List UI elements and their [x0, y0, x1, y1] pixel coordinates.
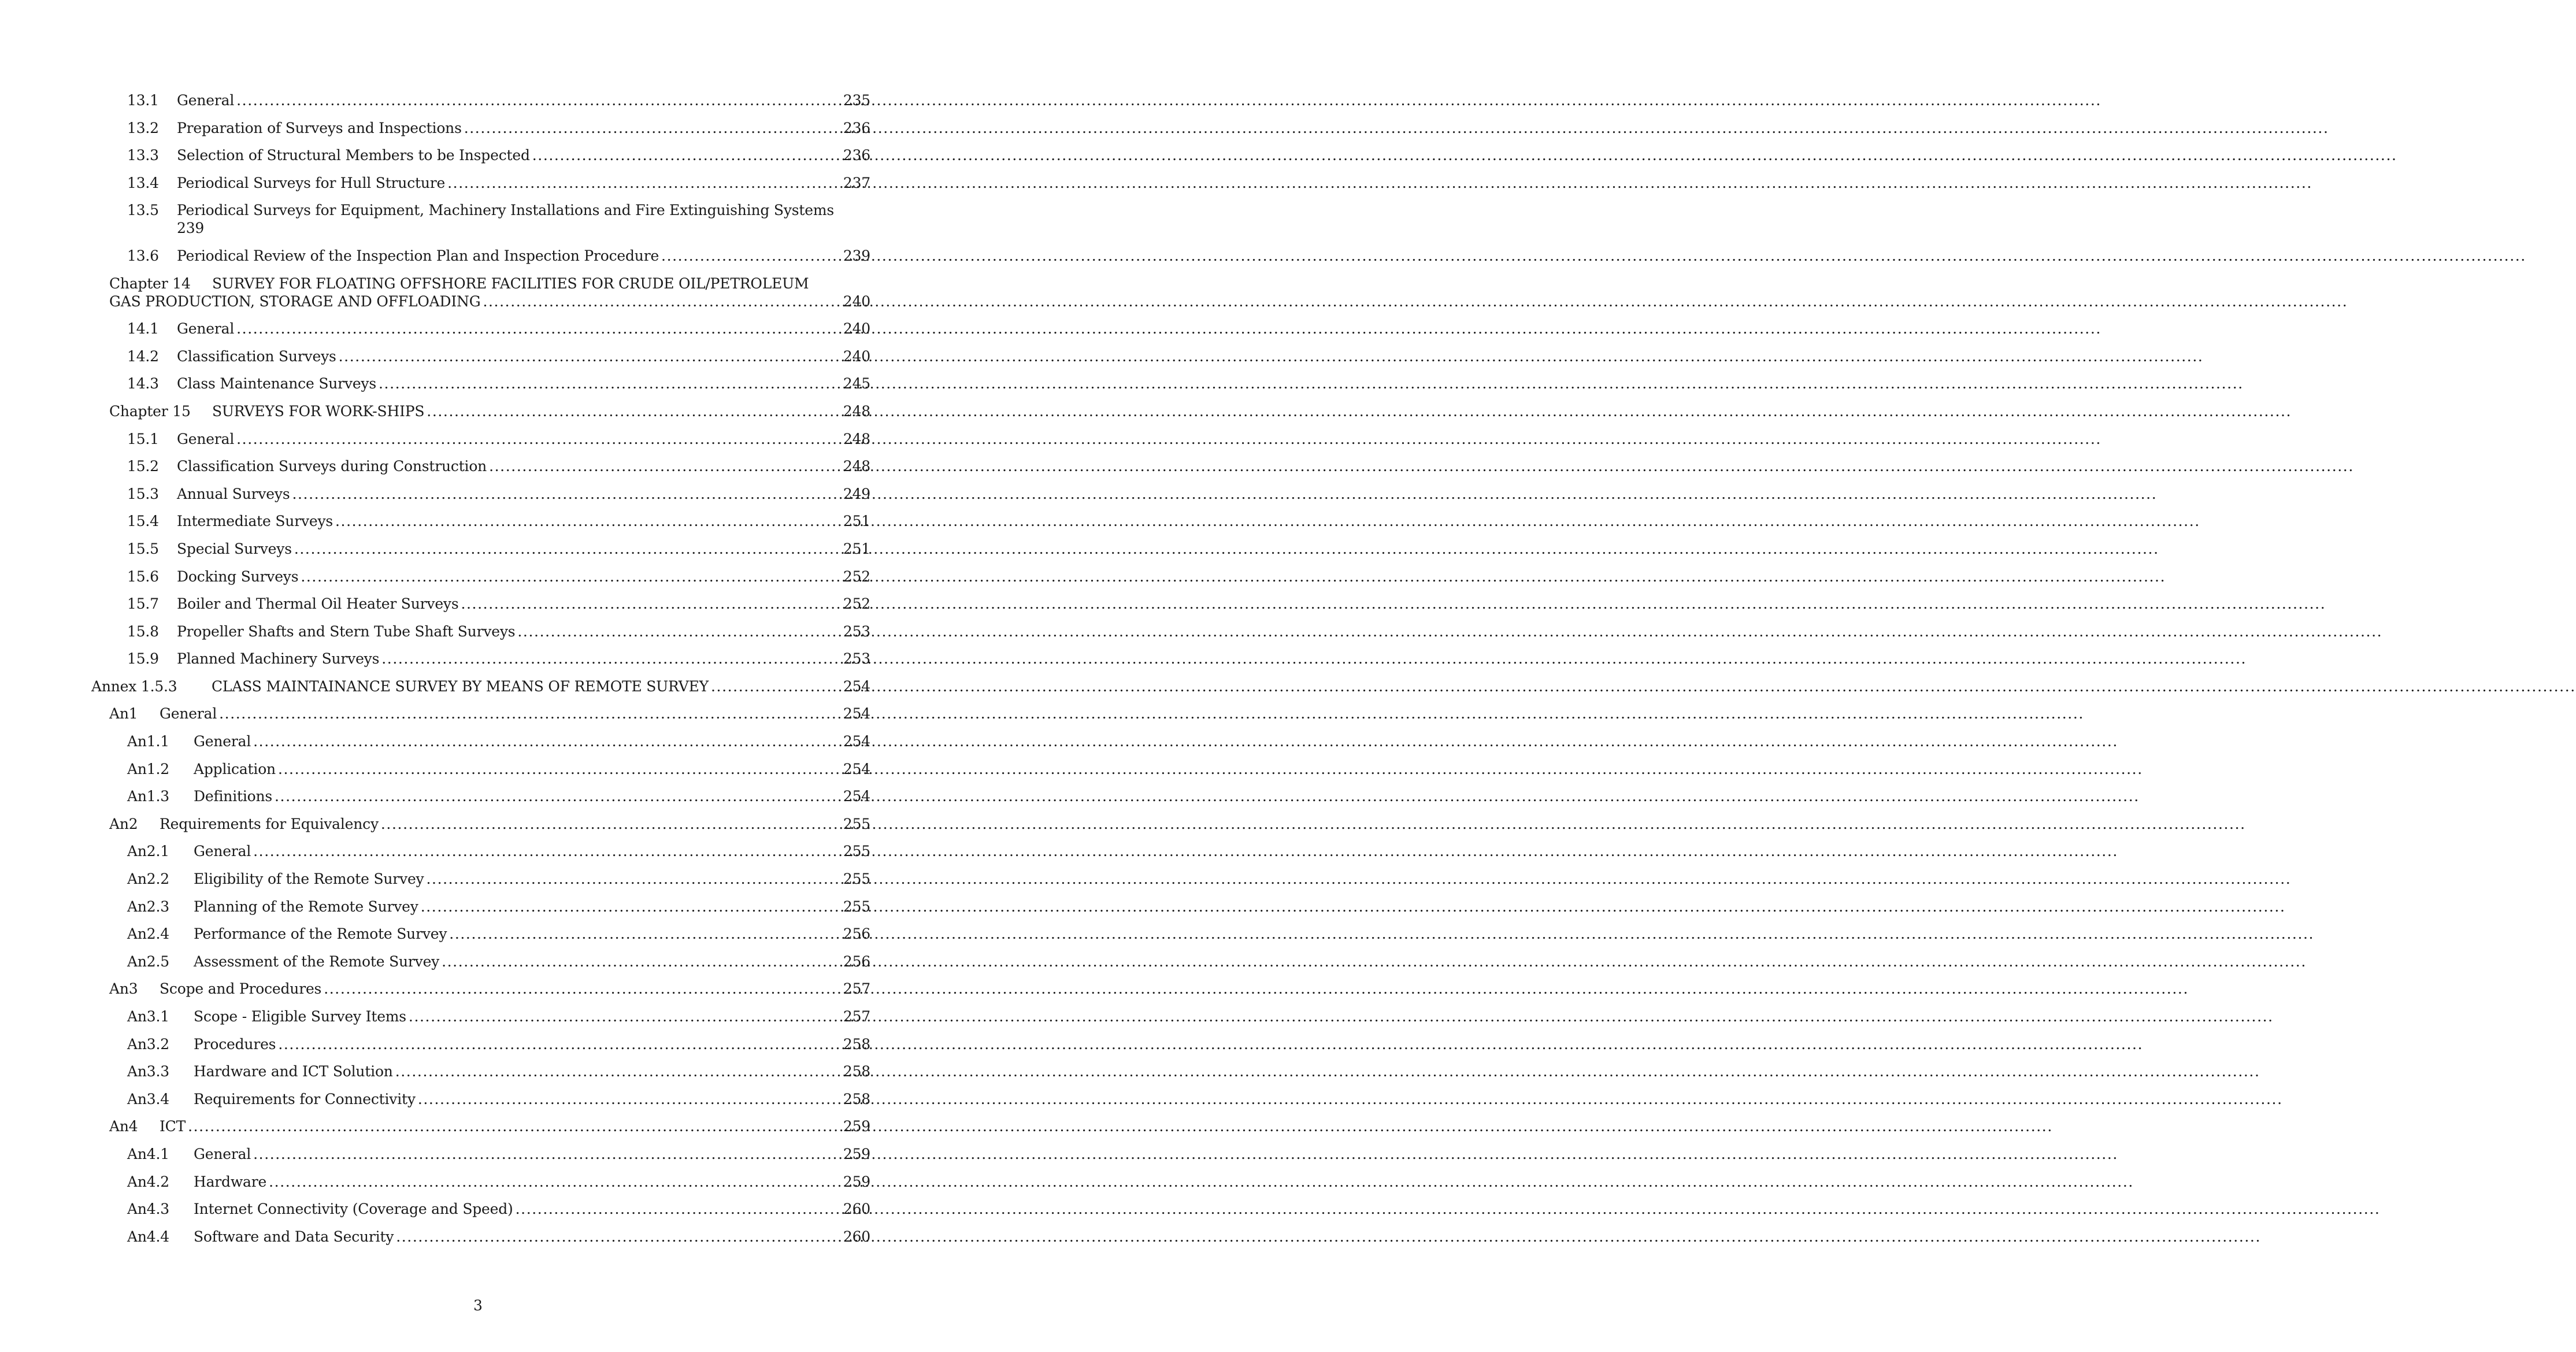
page-number: 3	[473, 1297, 483, 1314]
toc-chapter-entry[interactable]	[0, 402, 956, 420]
toc-entry-page: 256	[843, 925, 870, 943]
dot-leader	[517, 623, 840, 640]
toc-entry[interactable]	[0, 146, 956, 164]
toc-entry[interactable]	[0, 1200, 956, 1218]
dot-leader	[294, 540, 841, 558]
toc-entry-page: 240	[843, 320, 870, 338]
toc-entry-page: 253	[843, 650, 870, 668]
toc-entry-title: Performance of the Remote Survey	[194, 925, 447, 943]
toc-entry[interactable]	[0, 1090, 956, 1108]
toc-entry[interactable]	[0, 201, 956, 237]
toc-entry-page: 245	[843, 375, 870, 392]
toc-entry-title: Planning of the Remote Survey	[194, 898, 418, 915]
toc-entry-number: 14.1	[127, 320, 159, 338]
toc-entry[interactable]	[0, 842, 956, 860]
toc-entry-page: 254	[843, 705, 870, 723]
toc-entry-number: 15.4	[127, 513, 159, 530]
toc-entry[interactable]	[0, 1145, 956, 1163]
toc-entry-title: Docking Surveys	[177, 568, 299, 585]
toc-entry-title: Classification Surveys during Construction	[177, 458, 487, 475]
dot-leader	[236, 91, 841, 109]
toc-entry-page: 259	[843, 1118, 870, 1135]
dot-leader	[269, 1173, 841, 1191]
toc-chapter-entry[interactable]	[0, 275, 956, 310]
toc-entry-title: General	[194, 843, 251, 860]
toc-entry[interactable]	[0, 512, 956, 530]
toc-entry-number: An2	[109, 815, 138, 832]
toc-entry-title: General	[194, 1145, 251, 1162]
toc-entry-number: An4.2	[127, 1173, 169, 1190]
toc-entry-page: 248	[843, 430, 870, 447]
dot-leader	[461, 595, 840, 613]
toc-entry-page: 251	[843, 540, 870, 557]
toc-entry-page: 257	[843, 1008, 870, 1025]
toc-entry-page: 258	[843, 1063, 870, 1080]
toc-entry-page: 248	[843, 402, 870, 420]
dot-leader	[516, 1200, 841, 1218]
toc-section-entry[interactable]	[0, 705, 956, 723]
dot-leader	[275, 787, 841, 805]
toc-entry-title: Hardware and ICT Solution	[194, 1063, 393, 1080]
toc-entry-number: 15.2	[127, 458, 159, 475]
toc-entry[interactable]	[0, 732, 956, 750]
toc-entry-page: 235	[843, 92, 870, 109]
toc-entry[interactable]	[0, 925, 956, 943]
dot-leader	[418, 1090, 841, 1108]
toc-entry-page: 255	[843, 898, 870, 915]
toc-entry-title: Eligibility of the Remote Survey	[194, 871, 424, 888]
toc-entry[interactable]	[0, 1035, 956, 1053]
dot-leader	[421, 898, 841, 916]
toc-entry-number: An1.3	[127, 788, 169, 805]
toc-entry-page: 259	[843, 1145, 870, 1162]
toc-entry-page: 254	[843, 788, 870, 805]
toc-entry-page: 258	[843, 1035, 870, 1053]
toc-entry-title: ICT	[160, 1118, 186, 1135]
toc-entry-number: An1	[109, 705, 138, 723]
toc-entry[interactable]	[0, 650, 956, 668]
toc-entry-number: An4.1	[127, 1145, 169, 1162]
toc-entry-number: An1.2	[127, 760, 169, 777]
toc-entry[interactable]	[0, 1173, 956, 1191]
toc-entry-page: 260	[843, 1201, 870, 1218]
dot-leader	[464, 119, 841, 137]
toc-entry-page: 254	[843, 760, 870, 777]
dot-leader	[426, 870, 840, 888]
toc-entry-title: Special Surveys	[177, 540, 292, 557]
toc-entry-number: 15.5	[127, 540, 159, 557]
toc-entry-title: Hardware	[194, 1173, 267, 1190]
toc-entry[interactable]	[0, 91, 956, 109]
toc-entry-number: 15.1	[127, 430, 159, 447]
toc-entry[interactable]	[0, 247, 956, 265]
dot-leader	[449, 925, 841, 943]
toc-entry-page: 249	[843, 485, 870, 502]
toc-entry[interactable]	[0, 485, 956, 503]
toc-entry-number: Chapter 14	[109, 275, 191, 292]
toc-entry-page: 240	[843, 292, 870, 310]
toc-entry-title: Preparation of Surveys and Inspections	[177, 119, 462, 136]
toc-entry-page: 254	[843, 677, 870, 695]
toc-entry-page: 255	[843, 871, 870, 888]
toc-entry[interactable]	[0, 787, 956, 805]
toc-entry-number: 13.3	[127, 147, 159, 164]
toc-entry-number: 15.8	[127, 623, 159, 640]
toc-entry[interactable]	[0, 595, 956, 613]
toc-entry-page: 251	[843, 513, 870, 530]
dot-leader	[447, 174, 841, 192]
toc-entry[interactable]	[0, 430, 956, 448]
toc-entry-title: Requirements for Equivalency	[160, 815, 379, 832]
toc-entry-title: Periodical Surveys for Equipment, Machinery Installations and Fire Extinguishing Systems	[177, 202, 834, 219]
toc-entry-page: 248	[843, 458, 870, 475]
toc-entry-title-line2: GAS PRODUCTION, STORAGE AND OFFLOADING	[109, 292, 481, 310]
toc-entry[interactable]	[0, 870, 956, 888]
dot-leader	[409, 1007, 841, 1025]
toc-entry-title: Scope - Eligible Survey Items	[194, 1008, 406, 1025]
dot-leader	[278, 760, 841, 778]
toc-entry-page: 253	[843, 623, 870, 640]
toc-entry-number: An3.3	[127, 1063, 169, 1080]
dot-leader	[483, 292, 840, 310]
toc-entry-number: An2.4	[127, 925, 169, 943]
toc-entry-page: 255	[843, 843, 870, 860]
toc-entry-page: 255	[843, 815, 870, 832]
toc-entry[interactable]	[0, 568, 956, 586]
toc-entry-title: Internet Connectivity (Coverage and Speed)	[194, 1201, 513, 1218]
toc-entry-title: General	[177, 92, 235, 109]
toc-entry-number: 14.2	[127, 347, 159, 365]
toc-entry-page: 237	[843, 174, 870, 191]
toc-entry-number: 13.5	[127, 202, 159, 219]
toc-entry-number: 13.6	[127, 247, 159, 264]
toc-entry-title: Requirements for Connectivity	[194, 1090, 416, 1107]
toc-entry-number: An2.5	[127, 953, 169, 970]
dot-leader	[489, 457, 841, 475]
toc-entry-title: Scope and Procedures	[160, 980, 322, 998]
toc-entry-title: Propeller Shafts and Stern Tube Shaft Surveys	[177, 623, 516, 640]
toc-entry-number: An3.4	[127, 1090, 169, 1107]
dot-leader	[253, 1145, 841, 1163]
toc-entry-title: Periodical Review of the Inspection Plan and Inspection Procedure	[177, 247, 659, 264]
toc-entry-title: Intermediate Surveys	[177, 513, 333, 530]
toc-entry-page: 259	[843, 1173, 870, 1190]
toc-entry-title: Selection of Structural Members to be Inspected	[177, 147, 530, 164]
dot-leader	[379, 375, 841, 392]
toc-entry-page: 256	[843, 953, 870, 970]
toc-entry-number: An4	[109, 1118, 138, 1135]
toc-entry-title: Boiler and Thermal Oil Heater Surveys	[177, 595, 459, 613]
toc-entry-page: 260	[843, 1228, 870, 1245]
toc-entry[interactable]	[0, 953, 956, 971]
toc-entry-page: 254	[843, 733, 870, 750]
toc-entry-title: General	[160, 705, 217, 723]
toc-entry-number: An4.3	[127, 1201, 169, 1218]
toc-entry-page: 239	[177, 220, 205, 237]
toc-entry-number: 15.3	[127, 485, 159, 502]
toc-entry-title: Assessment of the Remote Survey	[194, 953, 440, 970]
dot-leader	[442, 953, 841, 971]
toc-entry-page: 257	[843, 980, 870, 998]
toc-entry-number: 13.4	[127, 174, 159, 191]
dot-leader	[236, 430, 841, 448]
toc-entry-title: General	[177, 320, 235, 338]
toc-entry-title: Classification Surveys	[177, 347, 336, 365]
toc-entry-title: CLASS MAINTAINANCE SURVEY BY MEANS OF REMOTE SURVEY	[212, 677, 709, 695]
toc-entry-title: Application	[194, 760, 276, 777]
toc-entry-number: 13.2	[127, 119, 159, 136]
toc-entry-title: Periodical Surveys for Hull Structure	[177, 174, 446, 191]
toc-entry-page: 252	[843, 568, 870, 585]
table-of-contents	[0, 91, 956, 1255]
toc-entry[interactable]	[0, 174, 956, 192]
toc-entry[interactable]	[0, 540, 956, 558]
toc-entry-number: 15.7	[127, 595, 159, 613]
toc-entry[interactable]	[0, 375, 956, 392]
toc-entry-page: 239	[843, 247, 870, 264]
dot-leader	[711, 677, 841, 695]
dot-leader	[532, 146, 841, 164]
dot-leader	[253, 842, 841, 860]
toc-entry[interactable]	[0, 623, 956, 640]
toc-entry-title: Definitions	[194, 788, 273, 805]
toc-entry-number: An1.1	[127, 733, 169, 750]
toc-entry-title: Annual Surveys	[177, 485, 290, 502]
toc-section-entry[interactable]	[0, 980, 956, 998]
toc-entry-title: Software and Data Security	[194, 1228, 394, 1245]
toc-section-entry[interactable]	[0, 1117, 956, 1135]
toc-entry-page: 258	[843, 1090, 870, 1107]
dot-leader	[335, 512, 841, 530]
toc-entry-number: An3.1	[127, 1008, 169, 1025]
toc-entry[interactable]	[0, 457, 956, 475]
toc-entry-title: Planned Machinery Surveys	[177, 650, 380, 668]
toc-entry-title: General	[177, 430, 235, 447]
toc-entry-number: An3.2	[127, 1035, 169, 1053]
dot-leader	[278, 1035, 841, 1053]
dot-leader	[339, 347, 841, 365]
dot-leader	[427, 402, 841, 420]
toc-entry[interactable]	[0, 1062, 956, 1080]
toc-entry-number: 15.6	[127, 568, 159, 585]
toc-entry-page: 236	[843, 119, 870, 136]
toc-entry-number: Annex 1.5.3	[91, 677, 177, 695]
toc-entry[interactable]	[0, 320, 956, 338]
toc-entry[interactable]	[0, 1007, 956, 1025]
toc-entry[interactable]	[0, 1228, 956, 1246]
dot-leader	[188, 1117, 841, 1135]
toc-entry-title-line1: SURVEY FOR FLOATING OFFSHORE FACILITIES FOR CRUDE OIL/PETROLEUM	[212, 275, 809, 292]
toc-entry-number: An2.2	[127, 871, 169, 888]
toc-entry-number: An3	[109, 980, 138, 998]
dot-leader	[661, 247, 841, 265]
toc-section-entry[interactable]	[0, 815, 956, 833]
toc-entry-page: 240	[843, 347, 870, 365]
dot-leader	[381, 650, 841, 668]
toc-entry-number: 13.1	[127, 92, 159, 109]
dot-leader	[324, 980, 841, 998]
toc-entry-number: 15.9	[127, 650, 159, 668]
toc-entry[interactable]	[0, 898, 956, 916]
dot-leader	[396, 1228, 841, 1246]
dot-leader	[301, 568, 841, 586]
dot-leader	[236, 320, 841, 338]
toc-annex-entry[interactable]	[0, 677, 956, 695]
toc-entry-number: An2.3	[127, 898, 169, 915]
dot-leader	[395, 1062, 841, 1080]
toc-entry-title: General	[194, 733, 251, 750]
toc-entry-page: 252	[843, 595, 870, 613]
toc-entry-title: Procedures	[194, 1035, 276, 1053]
dot-leader	[292, 485, 840, 503]
toc-entry[interactable]	[0, 119, 956, 137]
toc-entry-number: 14.3	[127, 375, 159, 392]
toc-entry-page: 236	[843, 147, 870, 164]
dot-leader	[253, 732, 841, 750]
toc-entry-number: An2.1	[127, 843, 169, 860]
toc-entry-number: An4.4	[127, 1228, 169, 1245]
dot-leader	[381, 815, 841, 833]
dot-leader	[219, 705, 841, 723]
toc-entry-title: SURVEYS FOR WORK-SHIPS	[212, 402, 425, 420]
toc-entry-number: Chapter 15	[109, 402, 191, 420]
toc-entry[interactable]	[0, 347, 956, 365]
toc-entry[interactable]	[0, 760, 956, 778]
toc-entry-title: Class Maintenance Surveys	[177, 375, 376, 392]
